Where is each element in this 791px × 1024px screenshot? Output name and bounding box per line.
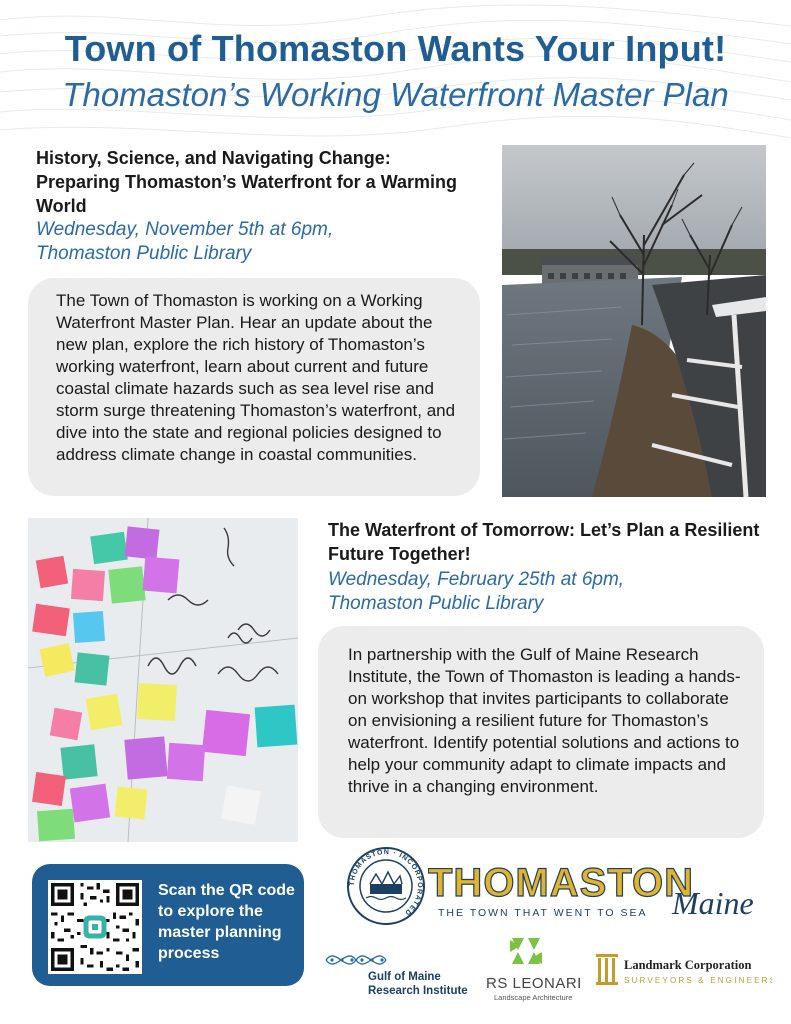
gmri-logo [324, 944, 474, 1000]
sticky-notes-workshop-photo [28, 518, 298, 842]
qr-panel [32, 864, 304, 986]
event2-title: The Waterfront of Tomorrow: Let’s Plan a Resilient Future Together! [328, 520, 760, 564]
thomaston-word: THOMASTON [428, 861, 695, 905]
landmark-corporation-logo [594, 950, 772, 990]
maine-word: Maine [672, 885, 754, 921]
rsl-sub: Landscape Architecture [494, 993, 573, 1002]
event2-description: In partnership with the Gulf of Maine Research Institute, the Town of Thomaston is leading a hands-on workshop that invites participants to collaborate on envisioning a resilient future for Thomaston’s waterfront. Identify potential solutions and actions to help your community adapt to climate impacts and thrive in a changing environment. [348, 645, 741, 796]
event1-datetime [36, 218, 476, 266]
event2-date: Wednesday, February 25th at 6pm, [328, 569, 625, 590]
thomaston-wordmark [428, 858, 764, 922]
landmark-graphic [594, 950, 772, 990]
qr-instructions: Scan the QR code to explore the master planning process [158, 882, 295, 962]
event2-location: Thomaston Public Library [328, 593, 544, 614]
event2-datetime [328, 568, 768, 616]
thomaston-maine-logo [428, 858, 764, 922]
topographic-background [0, 0, 791, 140]
qr-code[interactable] [48, 880, 142, 974]
gmri-line2: Research Institute [368, 985, 468, 997]
landmark-name: Landmark Corporation [624, 958, 752, 972]
rsl-name: RS LEONARD [486, 975, 580, 992]
gmri-line1: Gulf of Maine [368, 971, 441, 983]
flooded-waterfront-illustration [502, 145, 766, 497]
event1-description-box [28, 278, 480, 496]
sticky-notes-illustration [28, 518, 298, 842]
gmri-graphic [324, 944, 474, 1000]
rs-leonard-logo [484, 934, 580, 1004]
page-title: Town of Thomaston Wants Your Input! [64, 28, 727, 69]
event1-title: History, Science, and Navigating Change: Preparing Thomaston’s Waterfront for a Warming World [36, 148, 458, 216]
event1-description: The Town of Thomaston is working on a Working Waterfront Master Plan. Hear an update about the new plan, explore the rich history of Thomaston’s working waterfront, learn about current and future coastal climate hazards such as sea level rise and storm surge threatening Thomaston’s waterfront, and dive into the state and regional policies designed to address climate change in coastal communities. [56, 291, 456, 464]
page-subtitle: Thomaston’s Working Waterfront Master Plan [62, 76, 729, 113]
event1-date: Wednesday, November 5th at 6pm, [36, 219, 334, 240]
seal-text: THOMASTON · INCORPORATED [348, 848, 424, 917]
event2-description-box [318, 626, 764, 838]
event1-location: Thomaston Public Library [36, 243, 252, 264]
landmark-sub: SURVEYORS & ENGINEERS [624, 976, 772, 985]
thomaston-seal-logo [346, 846, 426, 926]
qr-code-graphic [48, 880, 142, 974]
rs-leonard-graphic [484, 934, 580, 1004]
thomaston-tagline: THE TOWN THAT WENT TO SEA [438, 907, 648, 919]
flooded-waterfront-photo [502, 145, 766, 497]
